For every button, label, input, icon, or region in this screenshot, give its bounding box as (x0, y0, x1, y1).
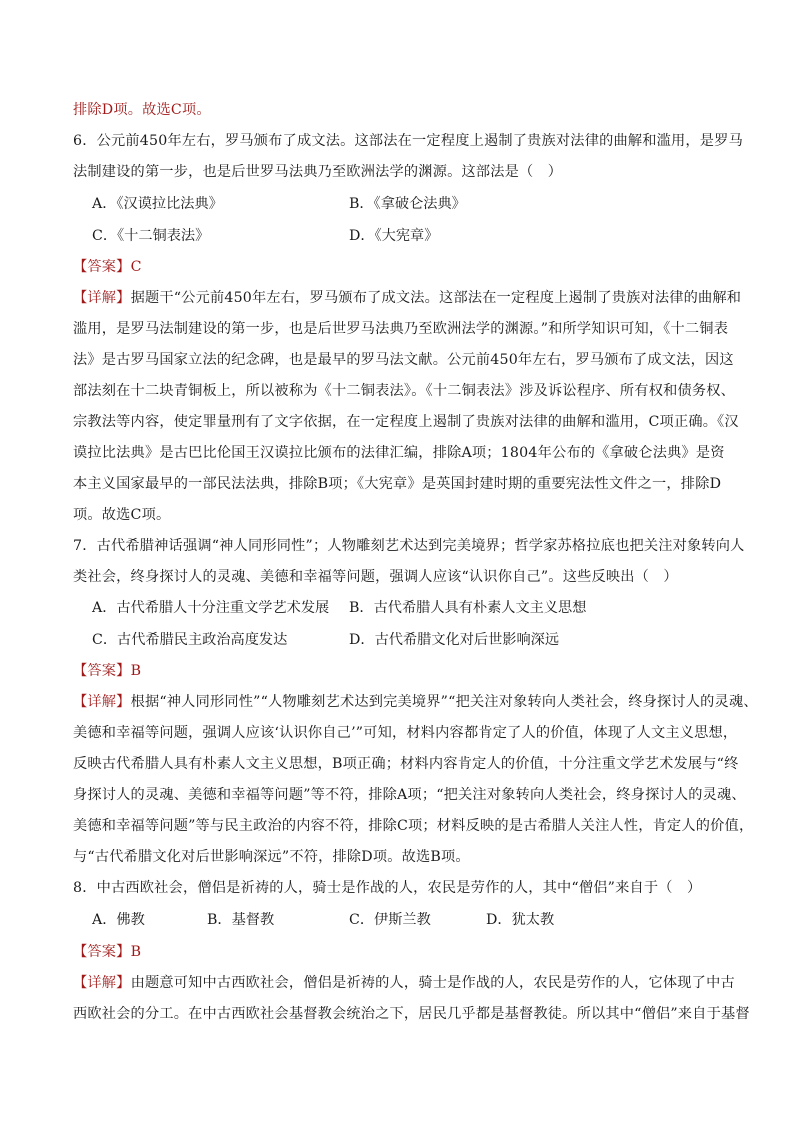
q7-answer (73, 661, 733, 681)
q8-detail-line-1: 【详解】由题意可知中古西欧社会，僧侣是祈祷的人，骑士是作战的人，农民是劳作的人，它体现了中古 (73, 975, 735, 991)
q7-detail-line-1: 【详解】根据“神人同形同性”“人物雕刻艺术达到完美境界”“把关注对象转向人类社会，终身探讨人的灵魂、 (73, 694, 758, 710)
q6-stem-line-1: 6．公元前450年左右，罗马颁布了成文法。这部法在一定程度上遏制了贵族对法律的曲解和滥用，是罗马 (73, 133, 743, 149)
answer-value: B (130, 944, 142, 960)
q8-option-a: A．佛教 (92, 912, 145, 928)
answer-tag: 【答案】 (73, 944, 131, 960)
q7-detail-line-2: 美德和幸福等问题，强调人应该‘认识你自己’”可知，材料内容都肯定了人的价值，体现了人文主义思想， (73, 725, 738, 741)
q6-option-a: A．《汉谟拉比法典》 (92, 196, 223, 212)
q8-answer (73, 942, 733, 962)
q7-detail-line-4: 身探讨人的灵魂、美德和幸福等问题”等不符，排除A项；“把关注对象转向人类社会，终身探讨人的灵魂、 (73, 787, 746, 803)
q6-detail-line-1: 【详解】据题干“公元前450年左右，罗马颁布了成文法。这部法在一定程度上遏制了贵族对法律的曲解和 (73, 290, 742, 306)
q7-detail-line-5: 美德和幸福等问题”等与民主政治的内容不符，排除C项；材料反映的是古希腊人关注人性，肯定人的价值， (73, 818, 754, 834)
q6-stem-line-2: 法制建设的第一步，也是后世罗马法典乃至欧洲法学的渊源。这部法是（ ） (73, 164, 563, 180)
answer-tag: 【答案】 (73, 663, 131, 679)
answer-value: C (130, 259, 142, 275)
q7-option-d: D．古代希腊文化对后世影响深远 (349, 632, 560, 648)
q6-detail-line-2: 滥用，是罗马法制建设的第一步，也是后世罗马法典乃至欧洲法学的渊源。”和所学知识可知，《十二铜表 (73, 321, 729, 337)
q8-option-b: B．基督教 (207, 912, 275, 928)
q7-option-a: A．古代希腊人十分注重文学艺术发展 (92, 600, 330, 616)
q8-stem-line-1: 8．中古西欧社会，僧侣是祈祷的人，骑士是作战的人，农民是劳作的人，其中“僧侣”来自于（ ） (73, 880, 702, 896)
q5-explanation-tail: 排除D项。故选C项。 (73, 102, 211, 118)
answer-tag: 【答案】 (73, 259, 131, 275)
q7-option-b: B．古代希腊人具有朴素人文主义思想 (349, 600, 587, 616)
detail-tag: 【详解】 (73, 694, 131, 710)
q6-detail-line-4: 部法刻在十二块青铜板上，所以被称为《十二铜表法》。《十二铜表法》涉及诉讼程序、所有权和债务权、 (73, 383, 736, 399)
q7-stem-line-2: 类社会，终身探讨人的灵魂、美德和幸福等问题，强调人应该“认识你自己”。这些反映出（ ） (73, 569, 678, 585)
q6-answer (73, 257, 733, 277)
q6-detail-line-3: 法》是古罗马国家立法的纪念碑，也是最早的罗马法文献。公元前450年左右，罗马颁布了成文法，因这 (73, 352, 734, 368)
q7-option-c: C．古代希腊民主政治高度发达 (92, 632, 288, 648)
q6-option-b: B．《拿破仑法典》 (349, 196, 466, 212)
q7-stem-line-1: 7．古代希腊神话强调“神人同形同性”；人物雕刻艺术达到完美境界；哲学家苏格拉底也把关注对象转向人 (73, 538, 745, 554)
q7-detail-line-3: 反映古代希腊人具有朴素人文主义思想，B项正确；材料内容肯定人的价值，十分注重文学艺术发展与“终 (73, 756, 739, 772)
q8-option-d: D．犹太教 (486, 912, 555, 928)
q6-detail-line-5: 宗教法等内容，使定罪量刑有了文字依据，在一定程度上遏制了贵族对法律的曲解和滥用，C项正确。《汉 (73, 414, 739, 430)
q6-detail-line-8: 项。故选C项。 (73, 507, 171, 523)
detail-tag: 【详解】 (73, 975, 131, 991)
q7-detail-line-6: 与“古代希腊文化对后世影响深远”不符，排除D项。故选B项。 (73, 849, 470, 865)
q6-option-d: D．《大宪章》 (349, 228, 439, 244)
q8-detail-line-2: 西欧社会的分工。在中古西欧社会基督教会统治之下，居民几乎都是基督教徒。所以其中“僧侣”来自于基督 (73, 1006, 750, 1022)
q6-detail-line-7: 本主义国家最早的一部民法法典，排除B项；《大宪章》是英国封建时期的重要宪法性文件之一，排除D (73, 476, 722, 492)
q6-option-c: C．《十二铜表法》 (92, 228, 210, 244)
q6-detail-line-6: 谟拉比法典》是古巴比伦国王汉谟拉比颁布的法律汇编，排除A项；1804年公布的《拿破仑法典》是资 (73, 445, 725, 461)
q8-option-c: C．伊斯兰教 (349, 912, 431, 928)
answer-value: B (130, 663, 142, 679)
detail-tag: 【详解】 (73, 290, 131, 306)
